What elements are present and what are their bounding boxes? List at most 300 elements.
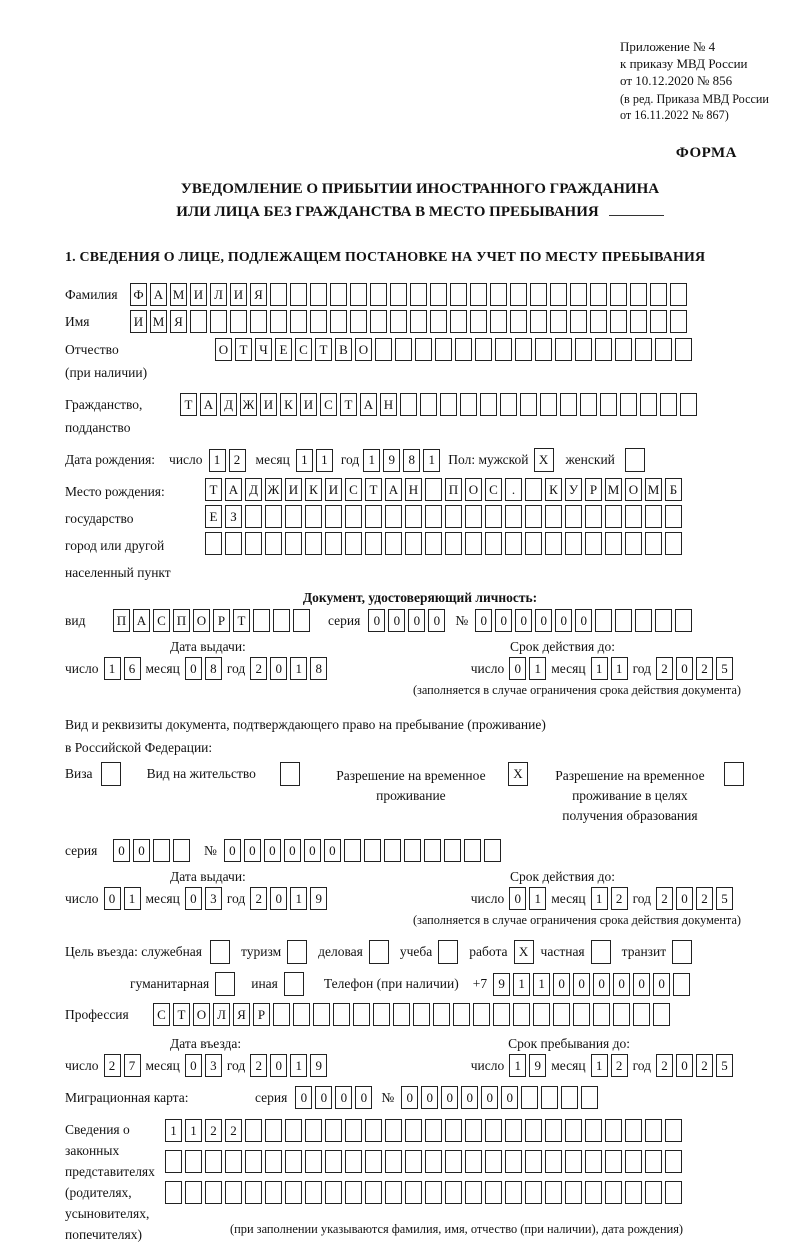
- char-box[interactable]: И: [190, 283, 207, 306]
- doc-number-input[interactable]: [475, 609, 692, 632]
- char-box[interactable]: [405, 1119, 422, 1142]
- char-box[interactable]: П: [445, 478, 462, 501]
- residence-permit-checkbox[interactable]: [280, 762, 300, 786]
- char-box[interactable]: [465, 1181, 482, 1204]
- char-box[interactable]: 1: [290, 887, 307, 910]
- char-box[interactable]: 0: [535, 609, 552, 632]
- char-box[interactable]: [633, 1003, 650, 1026]
- char-box[interactable]: 0: [461, 1086, 478, 1109]
- char-box[interactable]: [305, 505, 322, 528]
- birth-day-input[interactable]: [209, 449, 246, 472]
- char-box[interactable]: 2: [250, 887, 267, 910]
- char-box[interactable]: [625, 505, 642, 528]
- char-box[interactable]: [265, 532, 282, 555]
- char-box[interactable]: [405, 1181, 422, 1204]
- legal-reps-row1-input[interactable]: [165, 1119, 683, 1142]
- char-box[interactable]: [585, 532, 602, 555]
- char-box[interactable]: А: [360, 393, 377, 416]
- char-box[interactable]: [305, 532, 322, 555]
- char-box[interactable]: [325, 532, 342, 555]
- char-box[interactable]: 0: [388, 609, 405, 632]
- purpose-business-checkbox[interactable]: [369, 940, 389, 964]
- char-box[interactable]: [445, 1181, 462, 1204]
- char-box[interactable]: 5: [716, 657, 733, 680]
- char-box[interactable]: 9: [529, 1054, 546, 1077]
- char-box[interactable]: И: [260, 393, 277, 416]
- char-box[interactable]: [425, 1119, 442, 1142]
- char-box[interactable]: 9: [310, 887, 327, 910]
- char-box[interactable]: 2: [611, 887, 628, 910]
- char-box[interactable]: [310, 283, 327, 306]
- char-box[interactable]: 0: [270, 1054, 287, 1077]
- char-box[interactable]: [655, 609, 672, 632]
- char-box[interactable]: И: [285, 478, 302, 501]
- char-box[interactable]: 0: [441, 1086, 458, 1109]
- char-box[interactable]: 0: [104, 887, 121, 910]
- char-box[interactable]: М: [170, 283, 187, 306]
- char-box[interactable]: [225, 532, 242, 555]
- char-box[interactable]: [205, 532, 222, 555]
- char-box[interactable]: 1: [591, 657, 608, 680]
- char-box[interactable]: С: [153, 609, 170, 632]
- char-box[interactable]: С: [320, 393, 337, 416]
- char-box[interactable]: 0: [509, 887, 526, 910]
- entry-year-input[interactable]: [250, 1054, 327, 1077]
- char-box[interactable]: Р: [253, 1003, 270, 1026]
- char-box[interactable]: Н: [405, 478, 422, 501]
- char-box[interactable]: Д: [220, 393, 237, 416]
- char-box[interactable]: [185, 1181, 202, 1204]
- char-box[interactable]: 0: [575, 609, 592, 632]
- char-box[interactable]: [600, 393, 617, 416]
- char-box[interactable]: [673, 973, 690, 996]
- char-box[interactable]: [425, 478, 442, 501]
- char-box[interactable]: 2: [696, 657, 713, 680]
- char-box[interactable]: Т: [180, 393, 197, 416]
- char-box[interactable]: [273, 1003, 290, 1026]
- char-box[interactable]: 0: [368, 609, 385, 632]
- char-box[interactable]: [565, 1150, 582, 1173]
- char-box[interactable]: [500, 393, 517, 416]
- char-box[interactable]: [345, 532, 362, 555]
- char-box[interactable]: [384, 839, 401, 862]
- char-box[interactable]: [305, 1119, 322, 1142]
- char-box[interactable]: Я: [250, 283, 267, 306]
- char-box[interactable]: [405, 505, 422, 528]
- char-box[interactable]: [445, 1119, 462, 1142]
- char-box[interactable]: [280, 762, 300, 786]
- char-box[interactable]: 0: [676, 1054, 693, 1077]
- char-box[interactable]: 1: [104, 657, 121, 680]
- char-box[interactable]: [293, 1003, 310, 1026]
- char-box[interactable]: [555, 338, 572, 361]
- char-box[interactable]: [560, 393, 577, 416]
- char-box[interactable]: [724, 762, 744, 786]
- char-box[interactable]: И: [130, 310, 147, 333]
- patronymic-input[interactable]: [215, 338, 692, 361]
- char-box[interactable]: [593, 1003, 610, 1026]
- char-box[interactable]: [385, 505, 402, 528]
- char-box[interactable]: [365, 1119, 382, 1142]
- char-box[interactable]: Т: [365, 478, 382, 501]
- char-box[interactable]: 2: [656, 657, 673, 680]
- char-box[interactable]: [565, 1119, 582, 1142]
- char-box[interactable]: [365, 532, 382, 555]
- doc-series-input[interactable]: [368, 609, 445, 632]
- char-box[interactable]: 1: [363, 449, 380, 472]
- char-box[interactable]: Т: [235, 338, 252, 361]
- char-box[interactable]: [450, 310, 467, 333]
- char-box[interactable]: [530, 283, 547, 306]
- char-box[interactable]: [490, 310, 507, 333]
- char-box[interactable]: [675, 338, 692, 361]
- char-box[interactable]: 0: [284, 839, 301, 862]
- char-box[interactable]: 0: [633, 973, 650, 996]
- char-box[interactable]: [525, 1119, 542, 1142]
- char-box[interactable]: 9: [310, 1054, 327, 1077]
- char-box[interactable]: [369, 940, 389, 964]
- char-box[interactable]: [173, 839, 190, 862]
- char-box[interactable]: [438, 940, 458, 964]
- char-box[interactable]: [650, 283, 667, 306]
- char-box[interactable]: А: [200, 393, 217, 416]
- char-box[interactable]: 0: [553, 973, 570, 996]
- char-box[interactable]: [425, 505, 442, 528]
- char-box[interactable]: [350, 310, 367, 333]
- char-box[interactable]: Р: [585, 478, 602, 501]
- char-box[interactable]: [553, 1003, 570, 1026]
- char-box[interactable]: [393, 1003, 410, 1026]
- char-box[interactable]: [580, 393, 597, 416]
- char-box[interactable]: [305, 1181, 322, 1204]
- char-box[interactable]: 0: [428, 609, 445, 632]
- citizenship-input[interactable]: [180, 393, 697, 416]
- char-box[interactable]: [345, 505, 362, 528]
- char-box[interactable]: [484, 839, 501, 862]
- char-box[interactable]: [480, 393, 497, 416]
- char-box[interactable]: [225, 1181, 242, 1204]
- char-box[interactable]: [375, 338, 392, 361]
- char-box[interactable]: 0: [573, 973, 590, 996]
- char-box[interactable]: [525, 478, 542, 501]
- char-box[interactable]: [550, 310, 567, 333]
- char-box[interactable]: [265, 1119, 282, 1142]
- phone-input[interactable]: [493, 973, 690, 996]
- char-box[interactable]: [210, 940, 230, 964]
- char-box[interactable]: 9: [383, 449, 400, 472]
- char-box[interactable]: [525, 532, 542, 555]
- char-box[interactable]: Ф: [130, 283, 147, 306]
- char-box[interactable]: 3: [205, 1054, 222, 1077]
- residence-issue-day-input[interactable]: [104, 887, 141, 910]
- char-box[interactable]: 0: [295, 1086, 312, 1109]
- char-box[interactable]: 1: [290, 1054, 307, 1077]
- char-box[interactable]: [325, 1181, 342, 1204]
- char-box[interactable]: М: [605, 478, 622, 501]
- purpose-other-checkbox[interactable]: [284, 972, 304, 996]
- char-box[interactable]: [265, 1181, 282, 1204]
- rvp-education-checkbox[interactable]: [724, 762, 744, 786]
- char-box[interactable]: [665, 1181, 682, 1204]
- char-box[interactable]: П: [113, 609, 130, 632]
- char-box[interactable]: 2: [611, 1054, 628, 1077]
- char-box[interactable]: С: [295, 338, 312, 361]
- char-box[interactable]: 0: [653, 973, 670, 996]
- char-box[interactable]: [445, 505, 462, 528]
- purpose-tourism-checkbox[interactable]: [287, 940, 307, 964]
- char-box[interactable]: 3: [205, 887, 222, 910]
- rvp-checkbox[interactable]: [508, 762, 528, 786]
- char-box[interactable]: 0: [304, 839, 321, 862]
- char-box[interactable]: [640, 393, 657, 416]
- birth-month-input[interactable]: [296, 449, 333, 472]
- char-box[interactable]: [464, 839, 481, 862]
- char-box[interactable]: Р: [213, 609, 230, 632]
- char-box[interactable]: [284, 972, 304, 996]
- char-box[interactable]: 1: [611, 657, 628, 680]
- char-box[interactable]: [570, 283, 587, 306]
- char-box[interactable]: [615, 338, 632, 361]
- char-box[interactable]: [653, 1003, 670, 1026]
- char-box[interactable]: 1: [529, 887, 546, 910]
- char-box[interactable]: [565, 1181, 582, 1204]
- char-box[interactable]: [591, 940, 611, 964]
- char-box[interactable]: [585, 1181, 602, 1204]
- char-box[interactable]: [465, 505, 482, 528]
- char-box[interactable]: 0: [133, 839, 150, 862]
- char-box[interactable]: [230, 310, 247, 333]
- char-box[interactable]: [590, 283, 607, 306]
- char-box[interactable]: [287, 940, 307, 964]
- char-box[interactable]: М: [645, 478, 662, 501]
- char-box[interactable]: [101, 762, 121, 786]
- char-box[interactable]: [613, 1003, 630, 1026]
- residence-valid-year-input[interactable]: [656, 887, 733, 910]
- char-box[interactable]: [245, 505, 262, 528]
- given-name-input[interactable]: [130, 310, 687, 333]
- char-box[interactable]: 2: [250, 1054, 267, 1077]
- char-box[interactable]: Л: [213, 1003, 230, 1026]
- char-box[interactable]: [573, 1003, 590, 1026]
- char-box[interactable]: [630, 283, 647, 306]
- char-box[interactable]: [364, 839, 381, 862]
- stay-month-input[interactable]: [591, 1054, 628, 1077]
- char-box[interactable]: Д: [245, 478, 262, 501]
- char-box[interactable]: 0: [270, 887, 287, 910]
- char-box[interactable]: [660, 393, 677, 416]
- char-box[interactable]: [245, 532, 262, 555]
- char-box[interactable]: 0: [613, 973, 630, 996]
- purpose-official-checkbox[interactable]: [210, 940, 230, 964]
- char-box[interactable]: 1: [290, 657, 307, 680]
- char-box[interactable]: [395, 338, 412, 361]
- char-box[interactable]: [420, 393, 437, 416]
- char-box[interactable]: 6: [124, 657, 141, 680]
- char-box[interactable]: П: [173, 609, 190, 632]
- char-box[interactable]: [485, 505, 502, 528]
- char-box[interactable]: [545, 532, 562, 555]
- char-box[interactable]: [415, 338, 432, 361]
- char-box[interactable]: [605, 1150, 622, 1173]
- char-box[interactable]: [425, 1181, 442, 1204]
- char-box[interactable]: [270, 310, 287, 333]
- char-box[interactable]: [615, 609, 632, 632]
- char-box[interactable]: 1: [591, 887, 608, 910]
- doc-issue-month-input[interactable]: [185, 657, 222, 680]
- char-box[interactable]: 2: [656, 887, 673, 910]
- char-box[interactable]: [635, 609, 652, 632]
- purpose-private-checkbox[interactable]: [591, 940, 611, 964]
- char-box[interactable]: [530, 310, 547, 333]
- purpose-transit-checkbox[interactable]: [672, 940, 692, 964]
- doc-valid-day-input[interactable]: [509, 657, 546, 680]
- doc-valid-year-input[interactable]: [656, 657, 733, 680]
- char-box[interactable]: 1: [591, 1054, 608, 1077]
- char-box[interactable]: [581, 1086, 598, 1109]
- char-box[interactable]: [365, 1150, 382, 1173]
- char-box[interactable]: 7: [124, 1054, 141, 1077]
- char-box[interactable]: [305, 1150, 322, 1173]
- residence-issue-month-input[interactable]: [185, 887, 222, 910]
- char-box[interactable]: [410, 283, 427, 306]
- char-box[interactable]: [665, 1119, 682, 1142]
- char-box[interactable]: [250, 310, 267, 333]
- char-box[interactable]: [505, 1150, 522, 1173]
- char-box[interactable]: К: [280, 393, 297, 416]
- char-box[interactable]: 0: [355, 1086, 372, 1109]
- char-box[interactable]: А: [225, 478, 242, 501]
- char-box[interactable]: 2: [229, 449, 246, 472]
- char-box[interactable]: [561, 1086, 578, 1109]
- char-box[interactable]: 0: [593, 973, 610, 996]
- char-box[interactable]: О: [215, 338, 232, 361]
- char-box[interactable]: 0: [509, 657, 526, 680]
- char-box[interactable]: [570, 310, 587, 333]
- char-box[interactable]: [270, 283, 287, 306]
- char-box[interactable]: [505, 1181, 522, 1204]
- char-box[interactable]: [610, 310, 627, 333]
- char-box[interactable]: [515, 338, 532, 361]
- char-box[interactable]: 0: [555, 609, 572, 632]
- char-box[interactable]: 0: [401, 1086, 418, 1109]
- char-box[interactable]: [253, 609, 270, 632]
- char-box[interactable]: [565, 505, 582, 528]
- char-box[interactable]: [672, 940, 692, 964]
- char-box[interactable]: [345, 1181, 362, 1204]
- char-box[interactable]: [545, 1119, 562, 1142]
- surname-input[interactable]: [130, 283, 687, 306]
- char-box[interactable]: [540, 393, 557, 416]
- char-box[interactable]: 8: [403, 449, 420, 472]
- char-box[interactable]: [605, 1181, 622, 1204]
- char-box[interactable]: 1: [209, 449, 226, 472]
- char-box[interactable]: [165, 1150, 182, 1173]
- char-box[interactable]: 1: [185, 1119, 202, 1142]
- char-box[interactable]: [313, 1003, 330, 1026]
- char-box[interactable]: 0: [270, 657, 287, 680]
- char-box[interactable]: [445, 532, 462, 555]
- char-box[interactable]: [444, 839, 461, 862]
- char-box[interactable]: [370, 283, 387, 306]
- char-box[interactable]: [505, 505, 522, 528]
- char-box[interactable]: [625, 1181, 642, 1204]
- residence-number-input[interactable]: [224, 839, 501, 862]
- char-box[interactable]: А: [133, 609, 150, 632]
- char-box[interactable]: [273, 609, 290, 632]
- char-box[interactable]: Л: [210, 283, 227, 306]
- char-box[interactable]: [605, 505, 622, 528]
- char-box[interactable]: [680, 393, 697, 416]
- char-box[interactable]: 5: [716, 887, 733, 910]
- char-box[interactable]: 2: [696, 887, 713, 910]
- residence-valid-month-input[interactable]: [591, 887, 628, 910]
- char-box[interactable]: [605, 1119, 622, 1142]
- char-box[interactable]: 0: [244, 839, 261, 862]
- char-box[interactable]: [675, 609, 692, 632]
- char-box[interactable]: [625, 1150, 642, 1173]
- char-box[interactable]: О: [625, 478, 642, 501]
- char-box[interactable]: [285, 1119, 302, 1142]
- char-box[interactable]: [635, 338, 652, 361]
- char-box[interactable]: 5: [716, 1054, 733, 1077]
- char-box[interactable]: 2: [250, 657, 267, 680]
- char-box[interactable]: 0: [335, 1086, 352, 1109]
- char-box[interactable]: Т: [315, 338, 332, 361]
- char-box[interactable]: [413, 1003, 430, 1026]
- char-box[interactable]: Т: [173, 1003, 190, 1026]
- char-box[interactable]: Б: [665, 478, 682, 501]
- char-box[interactable]: [670, 310, 687, 333]
- char-box[interactable]: Т: [205, 478, 222, 501]
- char-box[interactable]: 9: [493, 973, 510, 996]
- char-box[interactable]: [285, 1150, 302, 1173]
- char-box[interactable]: 1: [423, 449, 440, 472]
- char-box[interactable]: 0: [264, 839, 281, 862]
- char-box[interactable]: Ч: [255, 338, 272, 361]
- char-box[interactable]: [365, 505, 382, 528]
- gender-male-checkbox[interactable]: [534, 448, 554, 472]
- char-box[interactable]: [490, 283, 507, 306]
- char-box[interactable]: [470, 283, 487, 306]
- char-box[interactable]: [525, 1150, 542, 1173]
- char-box[interactable]: [665, 1150, 682, 1173]
- char-box[interactable]: М: [150, 310, 167, 333]
- char-box[interactable]: Т: [340, 393, 357, 416]
- char-box[interactable]: И: [300, 393, 317, 416]
- char-box[interactable]: [325, 1150, 342, 1173]
- char-box[interactable]: [265, 1150, 282, 1173]
- profession-input[interactable]: [153, 1003, 670, 1026]
- char-box[interactable]: [290, 283, 307, 306]
- residence-issue-year-input[interactable]: [250, 887, 327, 910]
- char-box[interactable]: 0: [481, 1086, 498, 1109]
- char-box[interactable]: [595, 609, 612, 632]
- char-box[interactable]: [425, 532, 442, 555]
- char-box[interactable]: И: [230, 283, 247, 306]
- char-box[interactable]: О: [355, 338, 372, 361]
- char-box[interactable]: 2: [104, 1054, 121, 1077]
- char-box[interactable]: [485, 532, 502, 555]
- char-box[interactable]: [190, 310, 207, 333]
- char-box[interactable]: [545, 505, 562, 528]
- char-box[interactable]: [575, 338, 592, 361]
- char-box[interactable]: [520, 393, 537, 416]
- char-box[interactable]: [550, 283, 567, 306]
- char-box[interactable]: 1: [124, 887, 141, 910]
- char-box[interactable]: [165, 1181, 182, 1204]
- char-box[interactable]: 1: [533, 973, 550, 996]
- char-box[interactable]: [345, 1119, 362, 1142]
